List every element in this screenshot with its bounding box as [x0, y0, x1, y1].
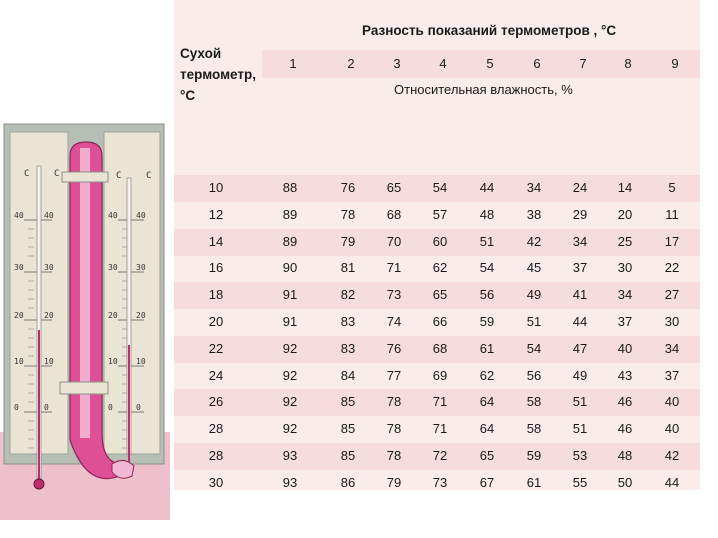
dry-temperature-cell: 30 [208, 474, 224, 490]
humidity-value-cell: 92 [282, 340, 298, 356]
diff-col-header: 7 [579, 56, 587, 71]
dry-temperature-cell: 12 [208, 206, 224, 222]
wick-cup [112, 460, 134, 478]
humidity-value-cell: 73 [386, 287, 402, 303]
humidity-value-cell: 69 [432, 367, 448, 383]
humidity-value-cell: 88 [282, 180, 298, 195]
diff-col-header: 3 [393, 56, 401, 71]
humidity-value-cell: 64 [479, 394, 495, 410]
humidity-value-cell: 51 [479, 233, 495, 249]
humidity-value-cell: 89 [282, 206, 298, 222]
wet-thermometer-mercury [128, 345, 130, 465]
scale-tick-label: 10 [14, 357, 24, 366]
humidity-value-cell: 56 [526, 367, 542, 383]
dry-label-line-3: °C [180, 88, 196, 103]
humidity-value-cell: 51 [526, 314, 542, 329]
humidity-value-cell: 83 [340, 314, 356, 329]
dry-thermometer-bulb [34, 479, 44, 489]
humidity-value-cell: 93 [282, 474, 298, 490]
humidity-value-cell: 59 [526, 448, 542, 463]
dry-temperature-cell: 20 [208, 314, 224, 329]
humidity-value-cell: 46 [617, 421, 633, 437]
scale-tick-label: 0 [108, 403, 113, 412]
humidity-value-cell: 73 [432, 474, 448, 490]
humidity-value-cell: 68 [386, 206, 402, 222]
humidity-value-cell: 91 [282, 287, 298, 303]
humidity-value-cell: 65 [386, 180, 402, 195]
humidity-value-cell: 93 [282, 448, 298, 463]
humidity-value-cell: 77 [386, 367, 402, 383]
humidity-value-cell: 51 [572, 421, 588, 437]
dry-temperature-cell: 26 [208, 394, 224, 410]
humidity-value-cell: 85 [340, 448, 356, 463]
humidity-value-cell: 27 [664, 287, 680, 303]
humidity-value-cell: 22 [664, 260, 680, 276]
humidity-value-cell: 78 [386, 394, 402, 410]
top-clamp [62, 172, 108, 182]
scale-tick-label: 30 [136, 263, 146, 272]
humidity-value-cell: 34 [617, 287, 633, 303]
humidity-value-cell: 44 [479, 180, 495, 195]
humidity-value-cell: 60 [432, 233, 448, 249]
humidity-value-cell: 78 [340, 206, 356, 222]
humidity-value-cell: 85 [340, 421, 356, 437]
dry-temperature-cell: 18 [208, 287, 224, 303]
humidity-value-cell: 82 [340, 287, 356, 303]
humidity-value-cell: 47 [572, 340, 588, 356]
humidity-value-cell: 62 [432, 260, 448, 276]
humidity-value-cell: 37 [572, 260, 588, 276]
humidity-value-cell: 46 [617, 394, 633, 410]
scale-unit-left: C [54, 169, 60, 179]
bottom-clamp [60, 382, 108, 394]
humidity-value-cell: 34 [664, 340, 680, 356]
humidity-value-cell: 86 [340, 474, 356, 490]
humidity-value-cell: 44 [572, 314, 588, 329]
humidity-value-cell: 11 [665, 206, 679, 222]
humidity-value-cell: 40 [664, 394, 680, 410]
humidity-value-cell: 78 [386, 448, 402, 463]
humidity-value-cell: 76 [340, 180, 356, 195]
scale-tick-label: 40 [136, 211, 146, 220]
diff-col-header: 1 [289, 56, 297, 71]
humidity-value-cell: 41 [572, 287, 588, 303]
humidity-value-cell: 65 [432, 287, 448, 303]
diff-col-header: 2 [347, 56, 355, 71]
humidity-value-cell: 37 [664, 367, 680, 383]
table-title: Разность показаний термометров , °C [362, 23, 617, 38]
humidity-value-cell: 83 [340, 340, 356, 356]
dry-temperature-cell: 24 [208, 367, 224, 383]
scale-tick-label: 30 [108, 263, 118, 272]
scale-tick-label: 20 [14, 311, 24, 320]
scale-tick-label: 40 [44, 211, 54, 220]
humidity-value-cell: 30 [617, 260, 633, 276]
humidity-value-cell: 34 [526, 180, 542, 195]
scale-tick-label: 10 [108, 357, 118, 366]
humidity-value-cell: 54 [526, 340, 542, 356]
humidity-value-cell: 58 [526, 394, 542, 410]
humidity-value-cell: 54 [432, 180, 448, 195]
dry-thermometer-label [180, 43, 256, 106]
humidity-value-cell: 79 [386, 474, 402, 490]
relative-humidity-subheader: Относительная влажность, % [394, 82, 573, 97]
humidity-value-cell: 44 [664, 474, 680, 490]
psychrometer-illustration [0, 120, 170, 520]
humidity-value-cell: 5 [668, 180, 676, 195]
humidity-value-cell: 66 [432, 314, 448, 329]
humidity-value-cell: 50 [617, 474, 633, 490]
humidity-value-cell: 71 [386, 260, 402, 276]
scale-tick-label: 0 [14, 403, 19, 412]
scale-tick-label: 10 [136, 357, 146, 366]
scale-unit-right: C [146, 171, 152, 181]
dry-temperature-cell: 16 [208, 260, 224, 276]
humidity-value-cell: 70 [386, 233, 402, 249]
dry-temperature-cell: 10 [208, 180, 224, 195]
humidity-value-cell: 72 [432, 448, 448, 463]
humidity-value-cell: 40 [664, 421, 680, 437]
humidity-value-cell: 48 [479, 206, 495, 222]
humidity-value-cell: 91 [282, 314, 298, 329]
scale-tick-label: 20 [44, 311, 54, 320]
humidity-value-cell: 14 [617, 180, 633, 195]
humidity-value-cell: 57 [432, 206, 448, 222]
humidity-value-cell: 62 [479, 367, 495, 383]
humidity-value-cell: 84 [340, 367, 356, 383]
humidity-value-cell: 89 [282, 233, 298, 249]
humidity-value-cell: 51 [572, 394, 588, 410]
humidity-value-cell: 45 [526, 260, 542, 276]
humidity-value-cell: 37 [617, 314, 633, 329]
humidity-value-cell: 65 [479, 448, 495, 463]
humidity-value-cell: 81 [340, 260, 356, 276]
humidity-value-cell: 38 [526, 206, 542, 222]
dry-temperature-cell: 14 [208, 233, 224, 249]
humidity-value-cell: 58 [526, 421, 542, 437]
scale-tick-label: 10 [44, 357, 54, 366]
humidity-value-cell: 59 [479, 314, 495, 329]
humidity-value-cell: 76 [386, 340, 402, 356]
scale-unit-left: C [24, 169, 30, 179]
humidity-value-cell: 61 [526, 474, 542, 490]
humidity-value-cell: 43 [617, 367, 633, 383]
humidity-value-cell: 20 [617, 206, 633, 222]
humidity-value-cell: 49 [526, 287, 542, 303]
humidity-value-cell: 90 [282, 260, 298, 276]
humidity-value-cell: 92 [282, 367, 298, 383]
dry-thermometer-mercury [38, 330, 40, 480]
humidity-value-cell: 71 [432, 421, 448, 437]
humidity-value-cell: 42 [664, 448, 680, 463]
humidity-value-cell: 24 [572, 180, 588, 195]
humidity-value-cell: 85 [340, 394, 356, 410]
scale-tick-label: 40 [108, 211, 118, 220]
humidity-value-cell: 29 [572, 206, 588, 222]
diff-col-header: 8 [624, 56, 632, 71]
humidity-value-cell: 78 [386, 421, 402, 437]
diff-col-header: 5 [486, 56, 494, 71]
humidity-value-cell: 34 [572, 233, 588, 249]
dry-label-line-1: Сухой [180, 46, 222, 61]
humidity-value-cell: 71 [432, 394, 448, 410]
humidity-value-cell: 42 [526, 233, 542, 249]
scale-tick-label: 30 [44, 263, 54, 272]
scale-tick-label: 20 [136, 311, 146, 320]
humidity-value-cell: 55 [572, 474, 588, 490]
dry-temperature-cell: 22 [208, 340, 224, 356]
scale-tick-label: 0 [136, 403, 141, 412]
humidity-value-cell: 30 [664, 314, 680, 329]
scale-tick-label: 40 [14, 211, 24, 220]
scale-unit-right: C [116, 171, 122, 181]
dry-label-line-2: термометр, [180, 67, 256, 82]
scale-tick-label: 30 [14, 263, 24, 272]
humidity-value-cell: 40 [617, 340, 633, 356]
dry-temperature-cell: 28 [208, 421, 224, 437]
humidity-value-cell: 56 [479, 287, 495, 303]
humidity-value-cell: 74 [386, 314, 402, 329]
humidity-value-cell: 61 [479, 340, 495, 356]
diff-col-header: 6 [533, 56, 541, 71]
diff-col-header: 9 [671, 56, 679, 71]
scale-tick-label: 0 [44, 403, 49, 412]
humidity-value-cell: 17 [664, 233, 680, 249]
humidity-value-cell: 48 [617, 448, 633, 463]
diff-col-header: 4 [439, 56, 447, 71]
humidity-value-cell: 53 [572, 448, 588, 463]
humidity-value-cell: 25 [617, 233, 633, 249]
humidity-value-cell: 79 [340, 233, 356, 249]
humidity-value-cell: 54 [479, 260, 495, 276]
humidity-value-cell: 92 [282, 394, 298, 410]
humidity-value-cell: 64 [479, 421, 495, 437]
scale-tick-label: 20 [108, 311, 118, 320]
humidity-value-cell: 67 [479, 474, 495, 490]
humidity-value-cell: 49 [572, 367, 588, 383]
humidity-value-cell: 68 [432, 340, 448, 356]
humidity-value-cell: 92 [282, 421, 298, 437]
dry-temperature-cell: 28 [208, 448, 224, 463]
